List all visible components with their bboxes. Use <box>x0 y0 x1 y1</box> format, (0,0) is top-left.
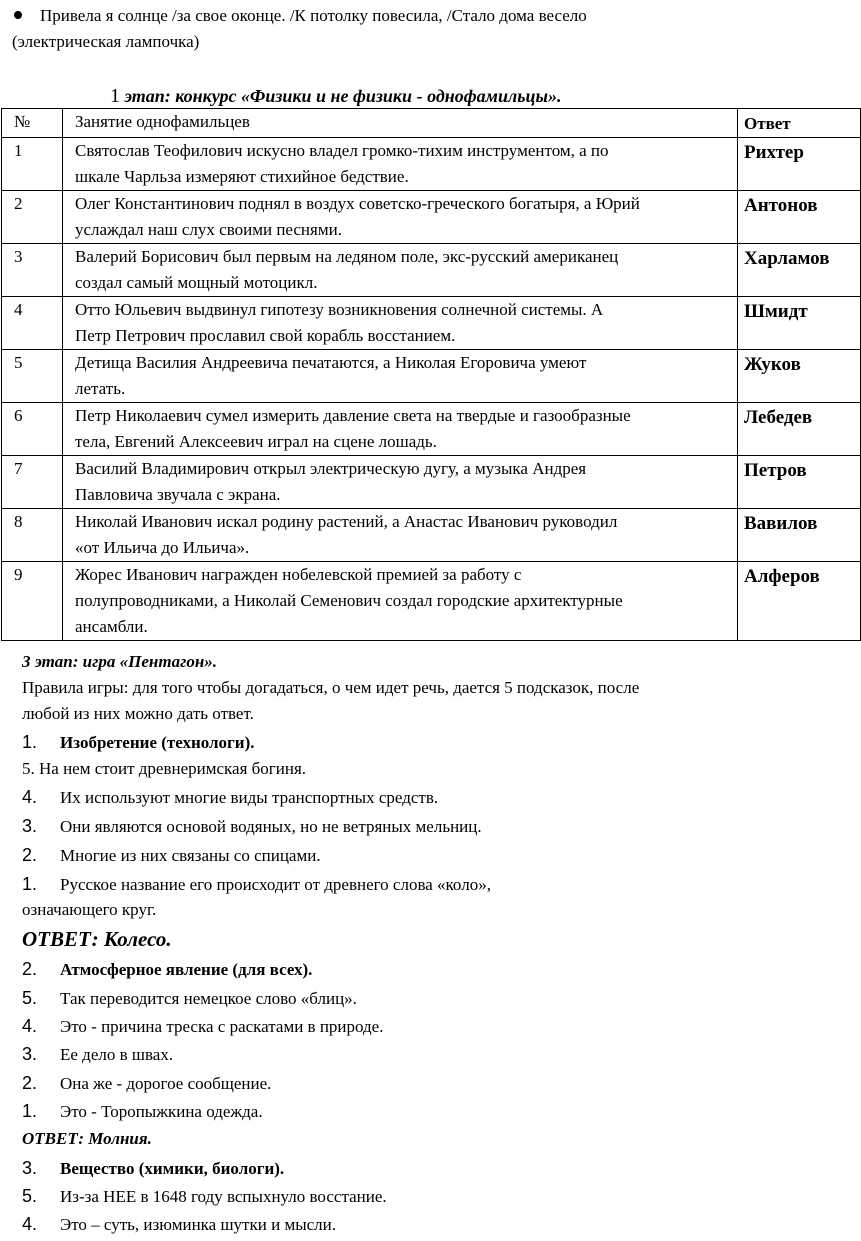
block2-title: 2. Атмосферное явление (для всех). <box>22 959 313 979</box>
table-row: 6 Петр Николаевич сумел измерить давление света на твердые и газообразные тела, Евгений Алексеевич играл на сцене лошадь. Лебедев <box>2 403 861 456</box>
table-row: 5 Детища Василия Андреевича печатаются, а Николая Егоровича умеют летать. Жуков <box>2 350 861 403</box>
block3-title: 3. Вещество (химики, биологи). <box>22 1158 285 1178</box>
block3-hint: 5. Из-за НЕЕ в 1648 году вспыхнуло восстание. <box>22 1186 387 1206</box>
table-row: 4 Отто Юльевич выдвинул гипотезу возникновения солнечной системы. А Петр Петрович прославил свой корабль восстанием. Шмидт <box>2 297 861 350</box>
table-row: 8 Николай Иванович искал родину растений, а Анастас Иванович руководил «от Ильича до Ильича». Вавилов <box>2 509 861 562</box>
table-row: 1 Святослав Теофилович искусно владел громко-тихим инструментом, а по шкале Чарльза измеряют стихийное бедствие. Рихтер <box>2 138 861 191</box>
table-row: 3 Валерий Борисович был первым на ледяном поле, экс-русский американец создал самый мощный мотоцикл. Харламов <box>2 244 861 297</box>
table-header-row <box>2 109 861 138</box>
block2-hint: 4. Это - причина треска с раскатами в природе. <box>22 1016 384 1036</box>
rules-line-1: Правила игры: для того чтобы догадаться, о чем идет речь, дается 5 подсказок, после <box>22 678 640 697</box>
stage3-heading: 3 этап: игра «Пентагон». <box>22 652 218 671</box>
block2-hint: 3. Ее дело в швах. <box>22 1044 174 1064</box>
block1-hint: 1. Русское название его происходит от древнего слова «коло», <box>22 874 491 894</box>
block1-hint: 4. Их используют многие виды транспортных средств. <box>22 787 439 807</box>
header-answer: Ответ <box>738 109 861 138</box>
bullet-icon <box>14 11 22 19</box>
riddle-line: Привела я солнце /за свое оконце. /К потолку повесила, /Стало дома весело <box>14 3 814 29</box>
block2-hint: 1. Это - Торопыжкина одежда. <box>22 1101 263 1121</box>
block1-title: 1. Изобретение (технологи). <box>22 732 255 752</box>
block1-answer: ОТВЕТ: Колесо. <box>22 927 172 951</box>
rules-line-2: любой из них можно дать ответ. <box>22 704 254 723</box>
riddle-answer: (электрическая лампочка) <box>12 32 200 51</box>
block1-hint: 2. Многие из них связаны со спицами. <box>22 845 321 865</box>
block1-hint-5: 5. На нем стоит древнеримская богиня. <box>22 759 307 778</box>
namesakes-table <box>1 108 861 641</box>
header-number: № <box>2 109 63 138</box>
stage1-heading: 1 этап: конкурс «Физики и не физики - однофамильцы». <box>110 85 562 107</box>
block2-hint: 2. Она же - дорогое сообщение. <box>22 1073 272 1093</box>
block3-hint: 4. Это – суть, изюминка шутки и мысли. <box>22 1214 337 1234</box>
table-row: 9 Жорес Иванович награжден нобелевской премией за работу с полупроводниками, а Николай Семенович создал городские архитектурные ансамбли. Алферов <box>2 562 861 641</box>
block1-hint-cont: означающего круг. <box>22 900 157 919</box>
table-row: 7 Василий Владимирович открыл электрическую дугу, а музыка Андрея Павловича звучала с экрана. Петров <box>2 456 861 509</box>
block2-hint: 5. Так переводится немецкое слово «блиц». <box>22 988 357 1008</box>
block2-answer: ОТВЕТ: Молния. <box>22 1129 152 1148</box>
table-row: 2 Олег Константинович поднял в воздух советско-греческого богатыря, а Юрий услаждал наш слух своими песнями. Антонов <box>2 191 861 244</box>
header-question: Занятие однофамильцев <box>63 109 738 138</box>
block1-hint: 3. Они являются основой водяных, но не ветряных мельниц. <box>22 816 482 836</box>
